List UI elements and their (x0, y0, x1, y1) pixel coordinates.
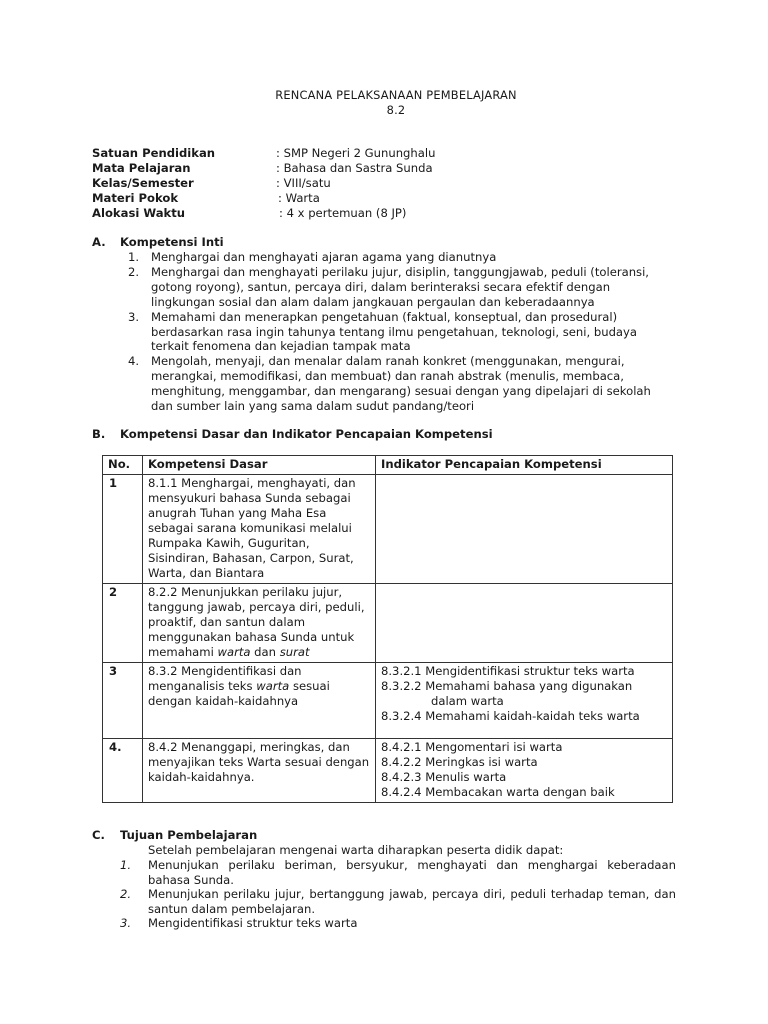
indicator-line: 8.4.2.3 Menulis warta (381, 770, 507, 784)
tujuan-list (120, 858, 676, 931)
identity-label: Materi Pokok (92, 191, 179, 205)
table-row (103, 663, 673, 739)
section-letter: C. (92, 828, 105, 842)
section-letter: B. (92, 427, 106, 441)
indicator-line: 8.4.2.4 Membacakan warta dengan baik (381, 785, 615, 799)
table-header-row (103, 456, 673, 475)
row-number: 1 (103, 475, 143, 584)
indicator-line: 8.3.2.2 Memahami bahasa yang digunakan (381, 679, 633, 693)
competency-table (102, 455, 673, 803)
table-row (103, 739, 673, 803)
list-item: 3. Memahami dan menerapkan pengetahuan (faktual, konseptual, dan prosedural) berdasarkan rasa ingin tahunya tentang ilmu pengetahuan, teknologi, seni, budaya terkait fenomena dan kejadian tampak mata (128, 309, 637, 354)
list-item: 3. Mengidentifikasi struktur teks warta (120, 916, 358, 931)
indicator-line: dalam warta (431, 694, 504, 708)
table-row (103, 584, 673, 663)
kompetensi-dasar-cell: 8.2.2 Menunjukkan perilaku jujur, tanggung jawab, percaya diri, peduli, proaktif, dan santun dalam menggunakan bahasa Sunda untuk memahami warta dan surat (143, 584, 376, 663)
identity-label: Satuan Pendidikan (92, 146, 216, 160)
indicator-line: 8.4.2.2 Meringkas isi warta (381, 755, 538, 769)
column-header: Indikator Pencapaian Kompetensi (376, 456, 673, 475)
column-header: Kompetensi Dasar (143, 456, 376, 475)
identity-row (92, 146, 652, 161)
list-item: 4. Mengolah, menyaji, dan menalar dalam ranah konkret (menggunakan, mengurai, merangkai, memodifikasi, dan membuat) dan ranah abstrak (menulis, membaca, menghitung, menggambar, dan mengarang) sesuai dengan yang dipelajari di sekolah dan sumber lain yang sama dalam sudut pandang/teori (128, 354, 651, 414)
identity-value: : 4 x pertemuan (8 JP) (279, 206, 407, 220)
section-letter: A. (92, 235, 106, 249)
document-number: 8.2 (386, 103, 406, 117)
identity-label: Alokasi Waktu (92, 206, 186, 220)
kompetensi-dasar-cell: 8.3.2 Mengidentifikasi dan menganalisis teks warta sesuai dengan kaidah-kaidahnya (143, 663, 376, 739)
identity-label: Kelas/Semester (92, 176, 194, 190)
kompetensi-inti-list (128, 250, 673, 414)
indikator-cell (376, 739, 673, 803)
document-title: RENCANA PELAKSANAAN PEMBELAJARAN (275, 88, 517, 102)
column-header: No. (103, 456, 143, 475)
list-item: 1. Menunjukan perilaku beriman, bersyukur, menghayati dan menghargai keberadaan bahasa Sunda. (120, 858, 676, 887)
section-c-heading (92, 828, 257, 842)
section-title: Kompetensi Inti (120, 235, 224, 249)
kompetensi-dasar-cell: 8.1.1 Menghargai, menghayati, dan mensyukuri bahasa Sunda sebagai anugrah Tuhan yang Maha Esa sebagai sarana komunikasi melalui Rumpaka Kawih, Guguritan, Sisindiran, Bahasan, Carpon, Surat, Warta, dan Biantara (143, 475, 376, 584)
identity-row (92, 206, 652, 221)
identity-value: : VIII/satu (276, 176, 331, 190)
row-number: 2 (103, 584, 143, 663)
identity-row (92, 176, 652, 191)
table-row (103, 475, 673, 584)
row-number: 4. (103, 739, 143, 803)
indikator-cell (376, 475, 673, 584)
kompetensi-dasar-cell: 8.4.2 Menanggapi, meringkas, dan menyajikan teks Warta sesuai dengan kaidah-kaidahnya. (143, 739, 376, 803)
identity-value: : SMP Negeri 2 Gununghalu (276, 146, 436, 160)
indikator-cell (376, 584, 673, 663)
identity-block (92, 146, 652, 221)
tujuan-intro: Setelah pembelajaran mengenai warta diharapkan peserta didik dapat: (148, 843, 564, 857)
section-a-heading (92, 235, 224, 249)
identity-row (92, 161, 652, 176)
list-item: 1. Menghargai dan menghayati ajaran agama yang dianutnya (128, 250, 497, 264)
section-b-heading (92, 427, 493, 441)
section-title: Tujuan Pembelajaran (120, 828, 258, 842)
indikator-cell (376, 663, 673, 739)
identity-value: : Bahasa dan Sastra Sunda (276, 161, 433, 175)
list-item: 2. Menunjukan perilaku jujur, bertanggung jawab, percaya diri, peduli terhadap teman, dan santun dalam pembelajaran. (120, 887, 676, 916)
list-item: 2. Menghargai dan menghayati perilaku jujur, disiplin, tanggungjawab, peduli (toleransi, gotong royong), santun, percaya diri, dalam berinteraksi secara efektif dengan lingkungan sosial dan alam dalam jangkauan pergaulan dan keberadaannya (128, 264, 649, 309)
indicator-line: 8.4.2.1 Mengomentari isi warta (381, 740, 563, 754)
indicator-line: 8.3.2.4 Memahami kaidah-kaidah teks warta (381, 709, 640, 723)
identity-row (92, 191, 652, 206)
identity-label: Mata Pelajaran (92, 161, 191, 175)
indicator-line: 8.3.2.1 Mengidentifikasi struktur teks warta (381, 664, 635, 678)
section-title: Kompetensi Dasar dan Indikator Pencapaian Kompetensi (120, 427, 493, 441)
identity-value: : Warta (278, 191, 320, 205)
row-number: 3 (103, 663, 143, 739)
